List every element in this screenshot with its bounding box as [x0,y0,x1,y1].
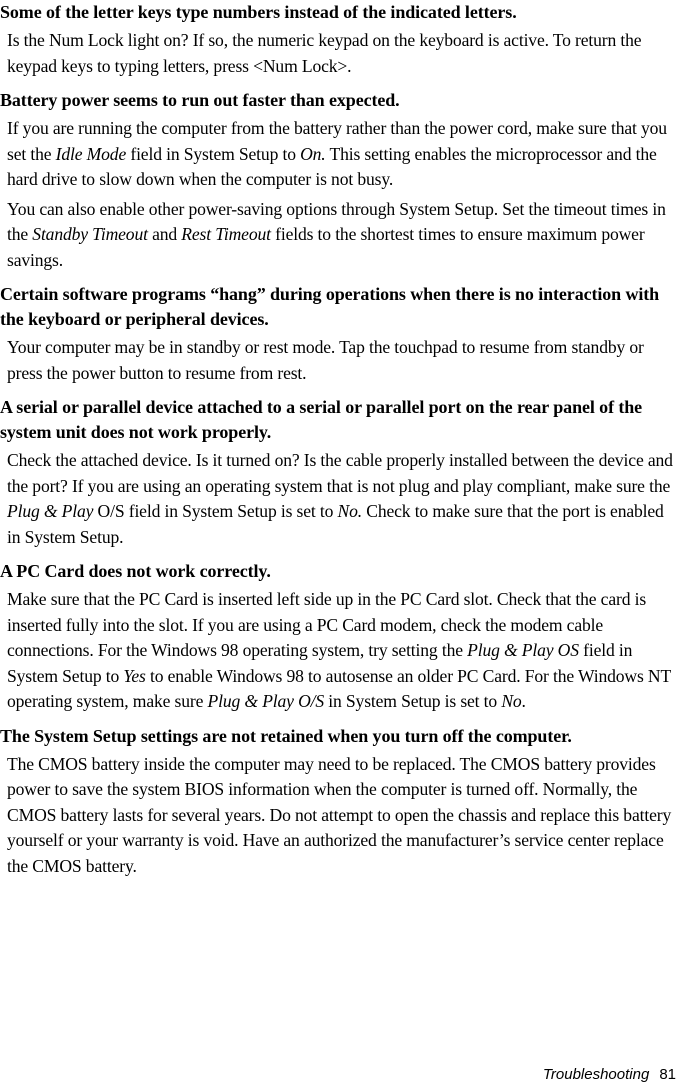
section-paragraph: The CMOS battery inside the computer may need to be replaced. The CMOS battery provides power to save the system BIOS information when the computer is turned off. Normally, the CMOS battery lasts for several years. Do not attempt to open the chassis and replace this battery yourself or your warranty is void. Have an authorized the manufacturer’s service center replace the CMOS battery. [7,753,672,876]
section-paragraph: You can also enable other power-saving options through System Setup. Set the timeout times in the Standby Timeout and Rest Timeout fields to the shortest times to ensure maximum power savings. [7,198,666,270]
setting-name: Rest Timeout [181,224,271,244]
section-heading: Battery power seems to run out faster than expected. [0,90,400,110]
setting-name: Plug & Play O/S [207,691,325,711]
setting-name: Idle Mode [55,143,127,164]
setting-name: Plug & Play OS [467,640,579,660]
setting-name: Standby Timeout [32,224,148,244]
section-paragraph: If you are running the computer from the battery rather than the power cord, make sure that you set the Idle Mode field in System Setup to On. This setting enables the microprocessor and the hard drive to slow down when the computer is not busy. [7,118,667,189]
section-heading: Some of the letter keys type numbers instead of the indicated letters. [0,2,517,22]
section-heading: A serial or parallel device attached to a serial or parallel port on the rear panel of the system unit does not work properly. [0,397,643,442]
setting-value: On. [300,143,326,164]
page-footer [543,1066,676,1083]
troubleshooting-section [0,0,676,79]
section-paragraph: Is the Num Lock light on? If so, the numeric keypad on the keyboard is active. To return the keypad keys to typing letters, press <Num Lock>. [7,30,642,76]
section-paragraph: Check the attached device. Is it turned on? Is the cable properly installed between the device and the port? If you are using an operating system that is not plug and play compliant, make sure the Plug & Play O/S field in System Setup is set to No. Check to make sure that the port is enabled in System Setup. [7,450,673,547]
setting-value: Yes [123,665,146,686]
troubleshooting-section [0,282,676,386]
troubleshooting-section [0,88,676,273]
section-heading: Certain software programs “hang” during operations when there is no interaction with the keyboard or peripheral devices. [0,284,660,329]
troubleshooting-section [0,559,676,715]
troubleshooting-section [0,724,676,880]
setting-value: No [501,691,522,711]
setting-name: Plug & Play [7,501,94,521]
section-paragraph: Make sure that the PC Card is inserted left side up in the PC Card slot. Check that the card is inserted fully into the slot. If you are using a PC Card modem, check the modem cable connections. For the Windows 98 operating system, try setting the Plug & Play OS field in System Setup to Yes to enable Windows 98 to autosense an older PC Card. For the Windows NT operating system, make sure Plug & Play O/S in System Setup is set to No. [7,589,671,711]
setting-value: No. [337,501,362,521]
footer-section-name: Troubleshooting [542,1066,650,1083]
section-heading: The System Setup settings are not retained when you turn off the computer. [0,725,572,746]
section-paragraph: Your computer may be in standby or rest mode. Tap the touchpad to resume from standby or press the power button to resume from rest. [7,337,644,383]
troubleshooting-section [0,395,676,550]
page-number: 81 [659,1066,676,1083]
section-heading: A PC Card does not work correctly. [0,561,271,581]
